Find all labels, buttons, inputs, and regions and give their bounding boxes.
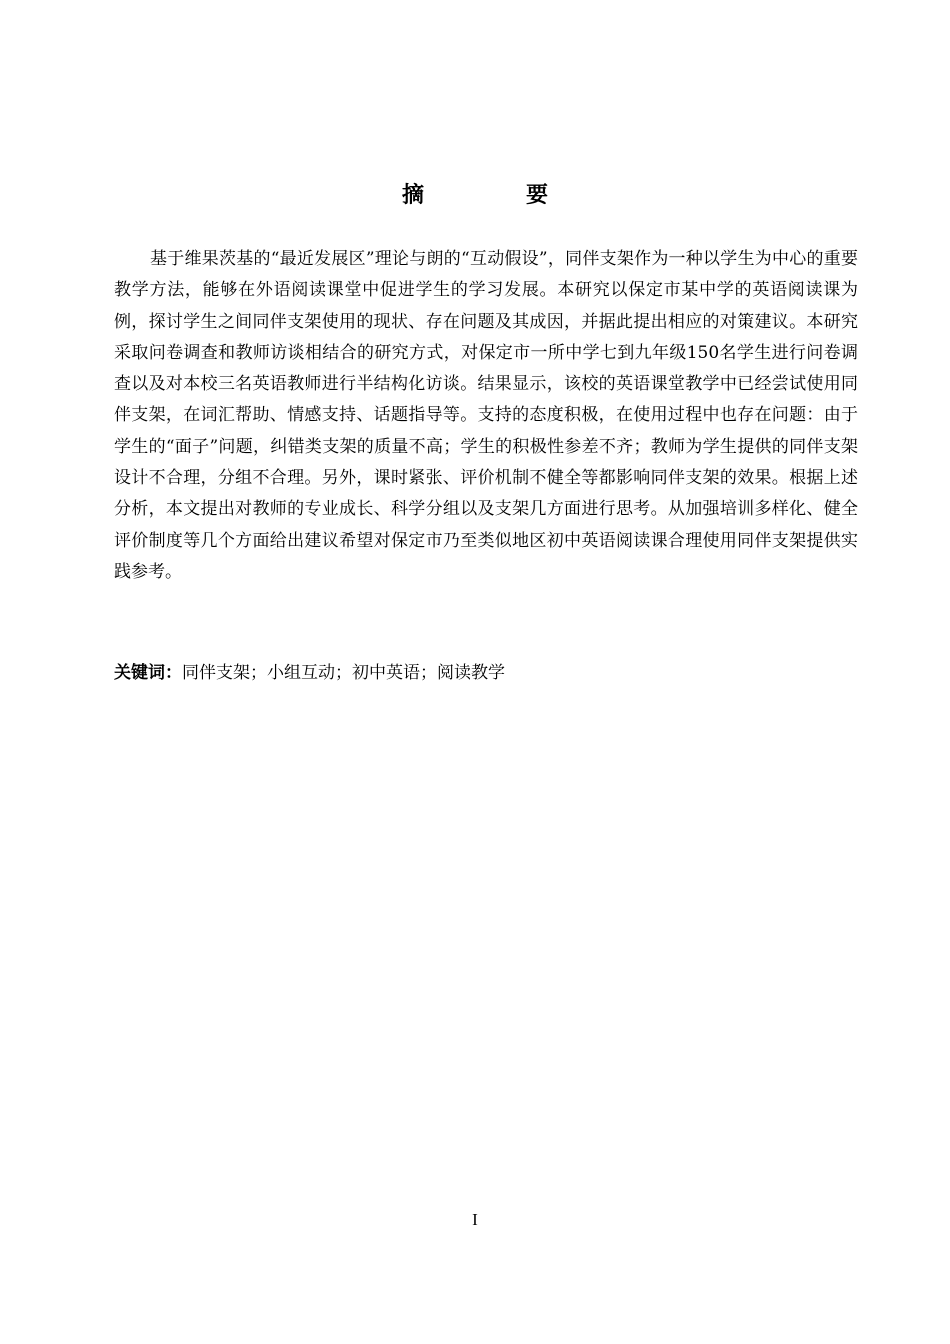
abstract-paragraph: 基于维果茨基的“最近发展区”理论与朗的“互动假设”，同伴支架作为一种以学生为中心的重要教学方法，能够在外语阅读课堂中促进学生的学习发展。本研究以保定市某中学的英语阅读课为例，探讨学生之间同伴支架使用的现状、存在问题及其成因，并据此提出相应的对策建议。本研究采取问卷调查和教师访谈相结合的研究方式，对保定市一所中学七到九年级150名学生进行问卷调查以及对本校三名英语教师进行半结构化访谈。结果显示，该校的英语课堂教学中已经尝试使用同伴支架，在词汇帮助、情感支持、话题指导等。支持的态度积极，在使用过程中也存在问题：由于学生的“面子”问题，纠错类支架的质量不高；学生的积极性参差不齐；教师为学生提供的同伴支架设计不合理，分组不合理。另外，课时紧张、评价机制不健全等都影响同伴支架的效果。根据上述分析，本文提出对教师的专业成长、科学分组以及支架几方面进行思考。从加强培训多样化、健全评价制度等几个方面给出建议希望对保定市乃至类似地区初中英语阅读课合理使用同伴支架提供实践参考。 <box>114 249 858 582</box>
page-number: I <box>472 1210 478 1229</box>
keywords-list: 同伴支架；小组互动；初中英语；阅读教学 <box>182 663 505 683</box>
page-title: 摘 要 <box>401 183 588 208</box>
keywords-line <box>114 658 858 689</box>
keywords-label: 关键词： <box>114 663 182 683</box>
